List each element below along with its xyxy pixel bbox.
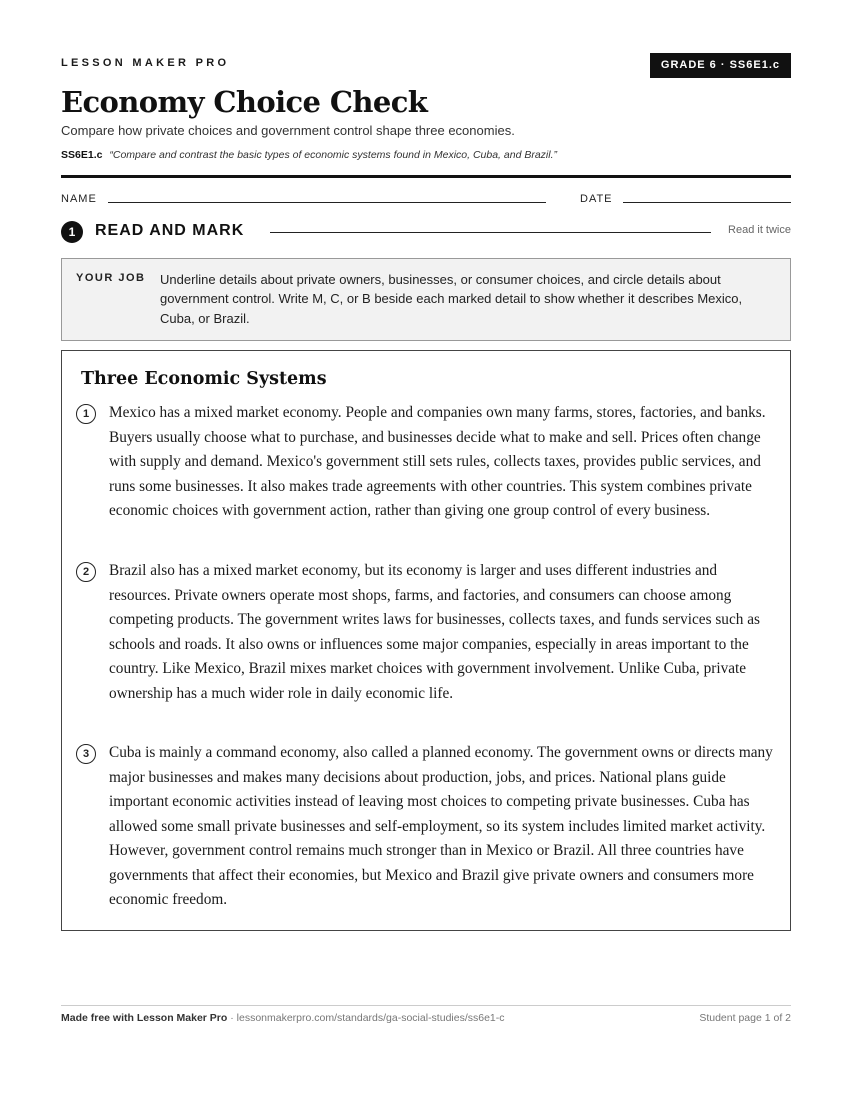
page-subtitle: Compare how private choices and government control shape three economies. [61, 123, 515, 138]
section-note: Read it twice [728, 224, 791, 236]
brand-name: LESSON MAKER PRO [61, 57, 230, 69]
footer-divider [61, 1005, 791, 1006]
passage-paragraph: Cuba is mainly a command economy, also called a planned economy. The government owns or directs many major businesses and makes many decisions about production, jobs, and prices. National plans guide important economic activities instead of leaving most choices to competing private businesses. Cuba has allowed some small private businesses and self-employment, so its system includes limited market activity. However, government control remains much stronger than in Mexico or Brazil. All three countries have governments that affect their economies, but Mexico and Brazil give private owners and consumers more economic freedom. [109, 744, 773, 908]
name-label: NAME [61, 193, 97, 205]
section-divider [270, 232, 711, 233]
reading-passage [61, 350, 791, 931]
standard-line [61, 149, 557, 161]
footer-made-with: Made free with Lesson Maker Pro [61, 1012, 228, 1024]
page-title: Economy Choice Check [61, 85, 428, 119]
footer-url[interactable]: · lessonmakerpro.com/standards/ga-social-studies/ss6e1-c [227, 1012, 505, 1024]
paragraph-number: 1 [76, 404, 96, 424]
date-label: DATE [580, 193, 613, 205]
grade-badge: GRADE 6 · SS6E1.c [650, 53, 791, 78]
section-title: READ AND MARK [95, 222, 245, 239]
instructions-text: Underline details about private owners, businesses, or consumer choices, and circle details about government control. Write M, C, or B beside each marked detail to show whether it describes Mexico, Cuba, or Brazil. [160, 272, 743, 326]
header-divider [61, 175, 791, 178]
paragraph-number: 3 [76, 744, 96, 764]
date-field[interactable] [623, 202, 791, 203]
instructions-label: YOUR JOB [76, 272, 146, 284]
name-field[interactable] [108, 202, 546, 203]
worksheet-page [61, 0, 791, 1100]
standard-code: SS6E1.c [61, 149, 103, 161]
page-counter: Student page 1 of 2 [699, 1012, 791, 1024]
passage-paragraph: Mexico has a mixed market economy. People and companies own many farms, stores, factories, and banks. Buyers usually choose what to purchase, and businesses decide what to make and sell. Prices often change with supply and demand. Mexico's government still sets rules, collects taxes, provides public services, and runs some businesses. It also makes trade agreements with other countries. This system combines private economic choices with government action, rather than giving one group control of every business. [109, 404, 766, 519]
passage-paragraph: Brazil also has a mixed market economy, but its economy is larger and uses different industries and resources. Private owners operate most shops, farms, and factories, and consumers can choose among competing products. The government writes laws for businesses, collects taxes, and funds services such as schools and roads. It also owns or influences some major companies, especially in areas important to the country. Like Mexico, Brazil mixes market choices with government involvement. Unlike Cuba, private ownership has a much wider role in daily economic life. [109, 562, 760, 702]
paragraph-number: 2 [76, 562, 96, 582]
instructions-box [61, 258, 791, 341]
standard-quote: “Compare and contrast the basic types of economic systems found in Mexico, Cuba, and Brazil.” [109, 149, 557, 161]
footer-credit [61, 1012, 505, 1024]
section-number-badge: 1 [61, 221, 83, 243]
passage-title: Three Economic Systems [81, 369, 327, 389]
